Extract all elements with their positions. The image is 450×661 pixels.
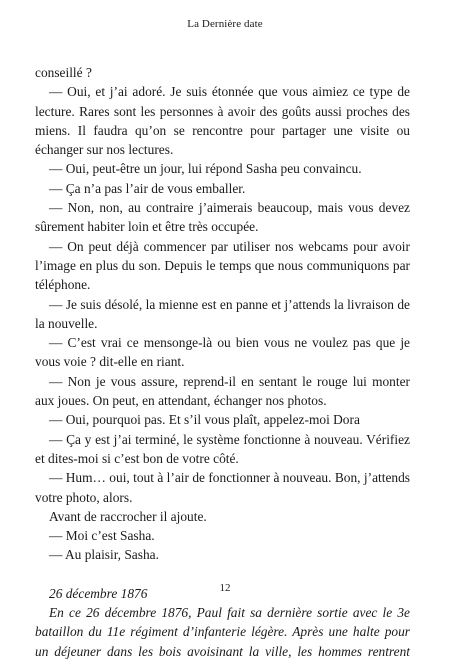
- paragraph: — Hum… oui, tout à l’air de fonctionner à nouveau. Bon, j’attends votre photo, alors.: [35, 470, 410, 505]
- page-body: [35, 63, 410, 661]
- paragraph: conseillé ?: [35, 65, 92, 80]
- paragraph: — C’est vrai ce mensonge-là ou bien vous ne voulez pas que je vous voie ? dit-elle en riant.: [35, 335, 410, 370]
- date-heading: 26 décembre 1876: [49, 585, 148, 601]
- running-header: La Dernière date: [187, 18, 263, 30]
- paragraph: — Ça y est j’ai terminé, le système fonctionne à nouveau. Vérifiez et dites-moi si c’est bon de votre côté.: [35, 431, 410, 466]
- paragraph: — Oui, pourquoi pas. Et s’il vous plaît, appelez-moi Dora: [49, 412, 360, 428]
- page-number: 12: [219, 582, 231, 594]
- paragraph: Avant de raccrocher il ajoute.: [49, 508, 207, 524]
- section-break: [35, 565, 410, 584]
- paragraph: — Ça n’a pas l’air de vous emballer.: [49, 180, 246, 196]
- paragraph: — Non, non, au contraire j’aimerais beaucoup, mais vous devez sûrement habiter loin et être très occupée.: [35, 200, 410, 235]
- paragraph: — Moi c’est Sasha.: [49, 528, 155, 544]
- paragraph: — On peut déjà commencer par utiliser nos webcams pour avoir l’image en plus du son. Depuis le temps que nous communiquons par téléphone.: [35, 238, 410, 293]
- paragraph: — Non je vous assure, reprend-il en sentant le rouge lui monter aux joues. On peut, en attendant, échanger nos photos.: [35, 373, 410, 409]
- paragraph: — Au plaisir, Sasha.: [49, 547, 159, 563]
- narrative-paragraph: En ce 26 décembre 1876, Paul fait sa dernière sortie avec le 3e bataillon du 11e régiment d’infanterie légère. Après une halte pour un déjeuner dans les bois avoisinant la ville, les hommes rentrent: [35, 605, 410, 659]
- paragraph: — Oui, et j’ai adoré. Je suis étonnée que vous aimiez ce type de lecture. Rares sont les personnes à avoir des goûts aussi proches des miens. Il faudra qu’on se rencontre pour partager une visite ou échanger sur nos lectures.: [35, 84, 410, 158]
- paragraph: — Je suis désolé, la mienne est en panne et j’attends la livraison de la nouvelle.: [35, 296, 410, 331]
- paragraph: — Oui, peut-être un jour, lui répond Sasha peu convaincu.: [49, 161, 362, 177]
